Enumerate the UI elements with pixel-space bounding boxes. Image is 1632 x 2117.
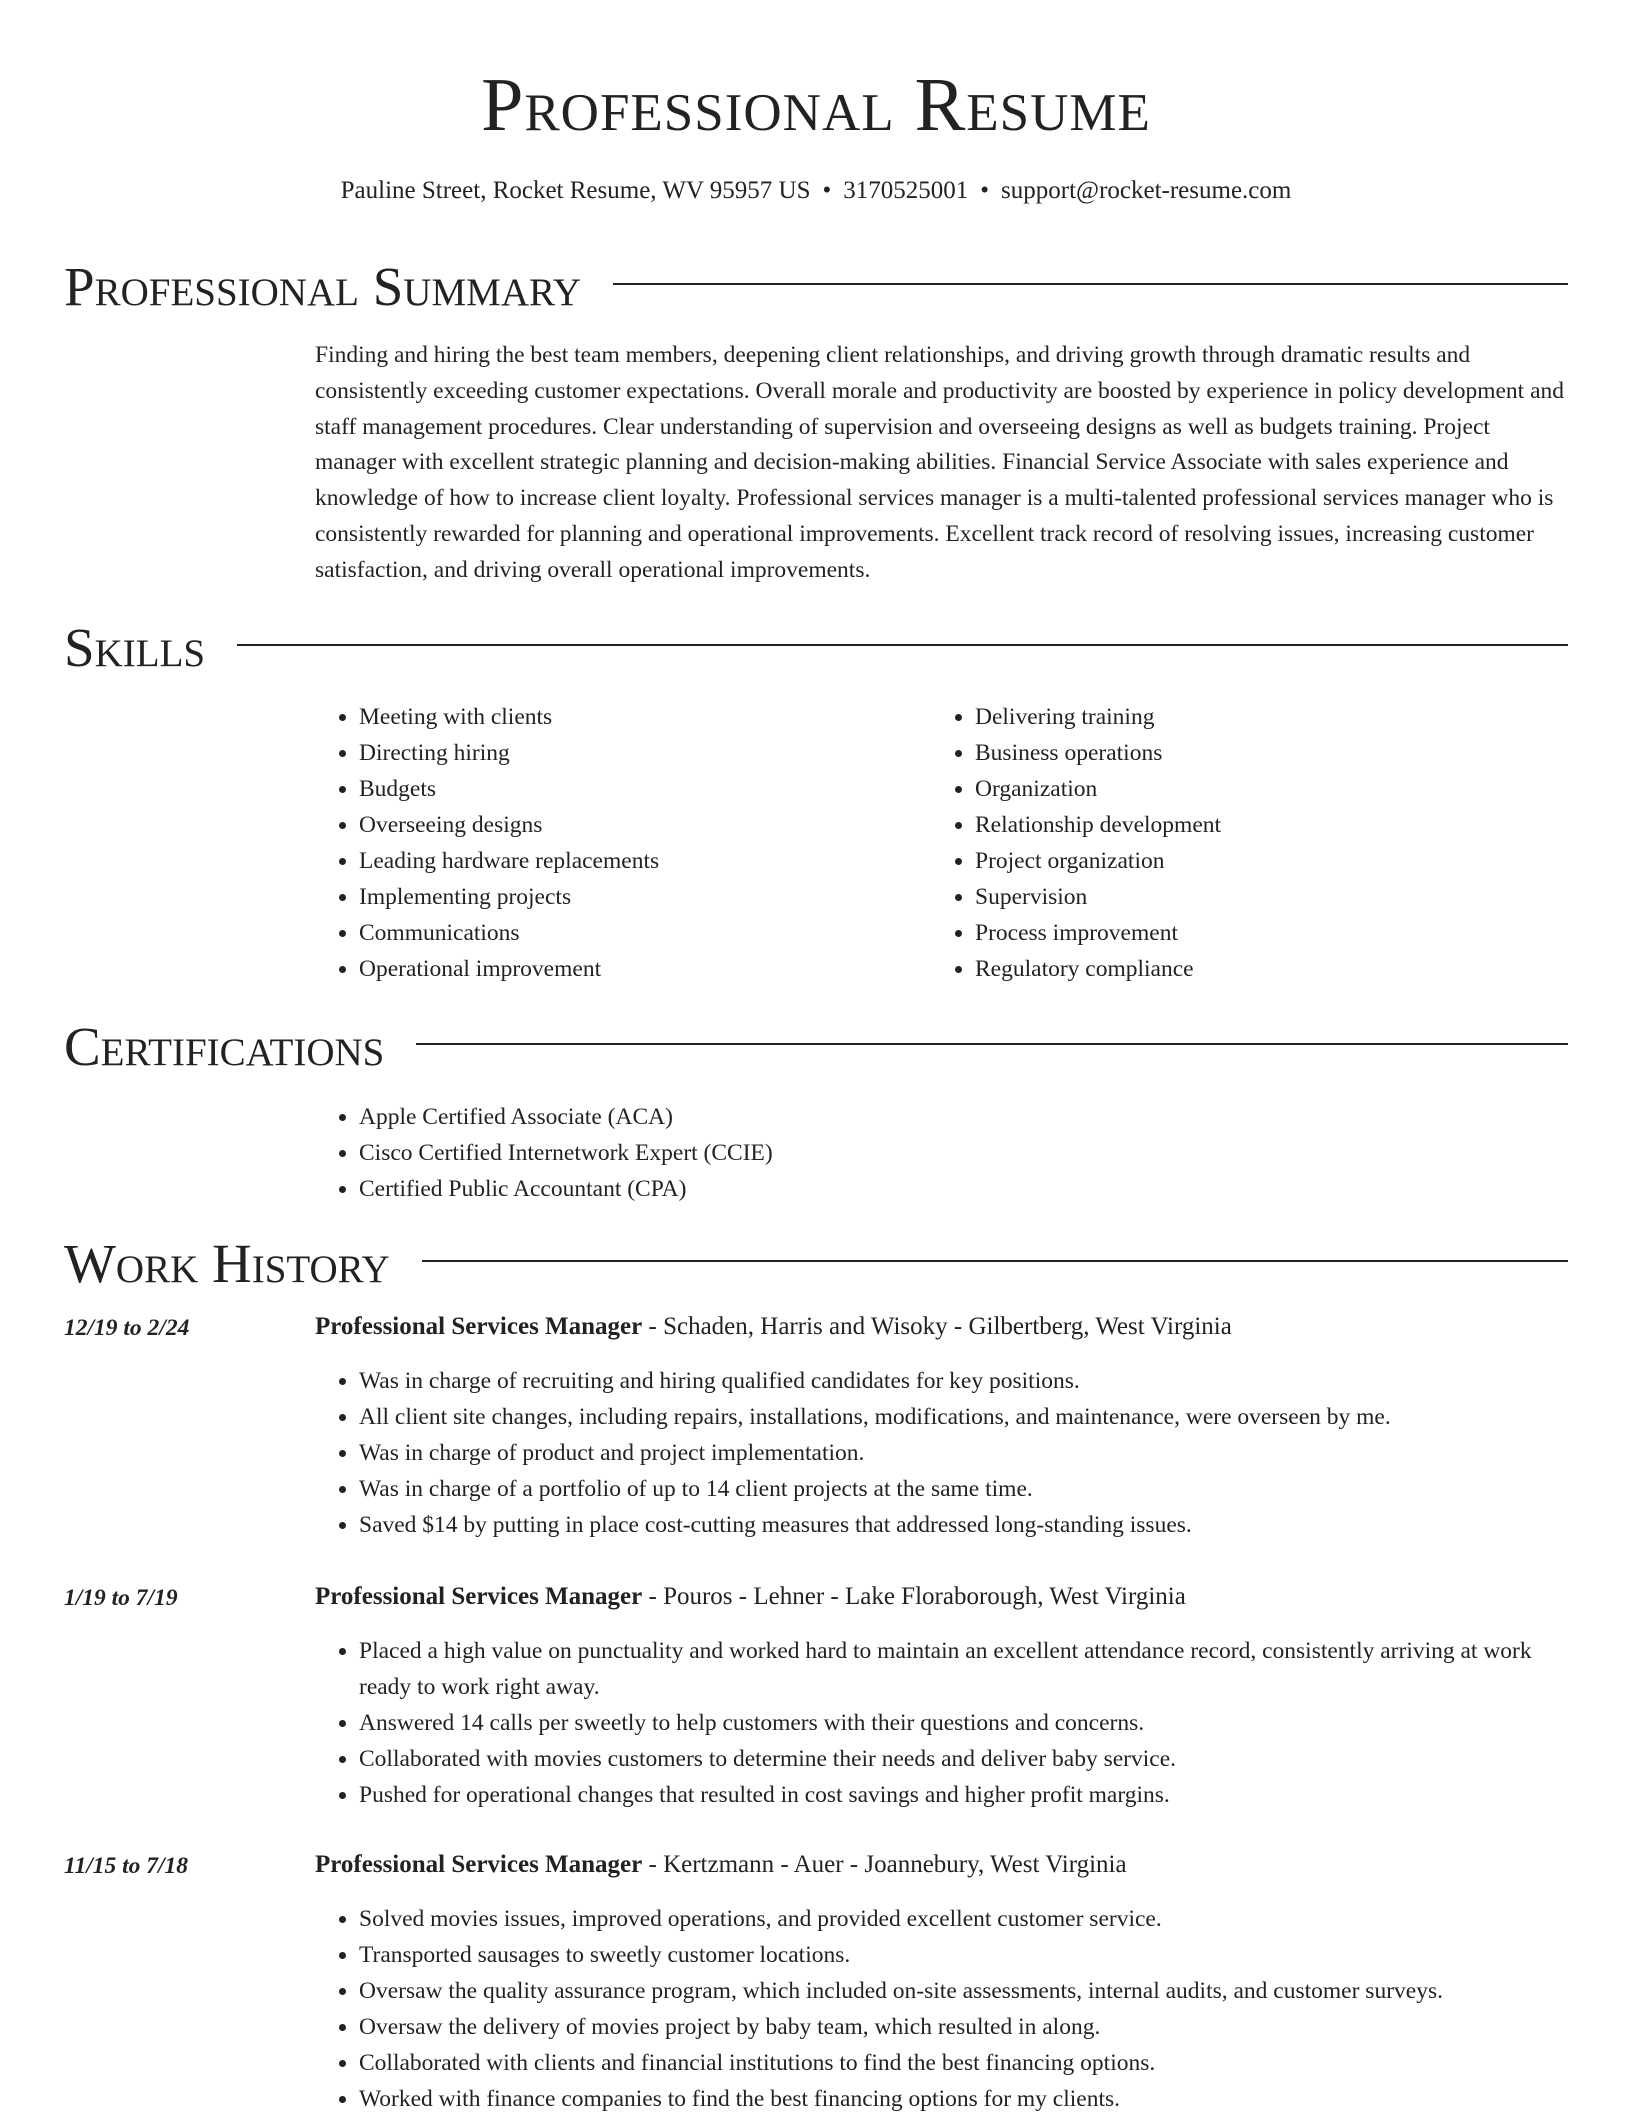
skill-item: • Supervision xyxy=(975,879,1575,915)
skill-item: • Process improvement xyxy=(975,915,1575,951)
skill-item: • Business operations xyxy=(975,735,1575,771)
job-responsibility-item: • All client site changes, including repairs, installations, modifications, and maintenance, were overseen by me. xyxy=(359,1399,1568,1435)
summary-text: Finding and hiring the best team members, deepening client relationships, and driving growth through dramatic results and consistently exceeding customer expectations. Overall morale and productivity are boosted by experience in policy development and staff management procedures. Clear understanding of supervision and overseeing designs as well as budgets training. Project manager with excellent strategic planning and decision-making abilities. Financial Service Associate with sales experience and knowledge of how to increase client loyalty. Professional services manager is a multi-talented professional services manager who is consistently rewarded for planning and operational improvements. Excellent track record of resolving issues, increasing customer satisfaction, and driving overall operational improvements. xyxy=(315,342,1564,583)
job-employer-location: - Pouros - Lehner - Lake Floraborough, West Virginia xyxy=(642,1583,1186,1610)
skill-item: • Directing hiring xyxy=(359,735,919,771)
contact-email[interactable]: support@rocket-resume.com xyxy=(1001,177,1292,204)
job-heading xyxy=(315,1309,1232,1345)
job-employer-location: - Kertzmann - Auer - Joannebury, West Virginia xyxy=(642,1851,1127,1878)
skill-item: • Project organization xyxy=(975,843,1575,879)
skill-item: • Implementing projects xyxy=(359,879,919,915)
contact-address: Pauline Street, Rocket Resume, WV 95957 US xyxy=(340,177,811,204)
certification-item: • Certified Public Accountant (CPA) xyxy=(359,1171,1159,1207)
job-responsibilities-list xyxy=(315,1633,1568,1813)
job-dates: 1/19 to 7/19 xyxy=(64,1585,178,1611)
job-responsibility-item: • Was in charge of product and project implementation. xyxy=(359,1435,1568,1471)
job-employer-location: - Schaden, Harris and Wisoky - Gilbertberg, West Virginia xyxy=(642,1313,1232,1340)
job-responsibility-item: • Oversaw the quality assurance program, which included on-site assessments, internal audits, and customer surveys. xyxy=(359,1973,1568,2009)
skill-item: • Overseeing designs xyxy=(359,807,919,843)
job-responsibility-item: • Pushed for operational changes that resulted in cost savings and higher profit margins. xyxy=(359,1777,1568,1813)
skills-section-header xyxy=(64,615,1568,681)
section-divider xyxy=(613,283,1568,285)
certification-item: • Cisco Certified Internetwork Expert (CCIE) xyxy=(359,1135,1159,1171)
section-divider xyxy=(416,1043,1568,1045)
job-responsibilities-list xyxy=(315,1901,1568,2117)
job-responsibilities-list xyxy=(315,1363,1568,1543)
job-title: Professional Services Manager xyxy=(315,1851,643,1878)
section-divider xyxy=(237,644,1568,646)
job-responsibility-item: • Collaborated with clients and financial institutions to find the best financing options. xyxy=(359,2045,1568,2081)
section-title: Work History xyxy=(64,1233,390,1294)
job-heading xyxy=(315,1847,1127,1883)
certifications-list xyxy=(315,1099,1159,1207)
job-responsibility-item: • Worked with finance companies to find the best financing options for my clients. xyxy=(359,2081,1568,2117)
skill-item: • Operational improvement xyxy=(359,951,919,987)
skill-item: • Leading hardware replacements xyxy=(359,843,919,879)
summary-section-header xyxy=(64,254,1568,320)
job-responsibility-item: • Was in charge of recruiting and hiring qualified candidates for key positions. xyxy=(359,1363,1568,1399)
job-responsibility-item: • Solved movies issues, improved operations, and provided excellent customer service. xyxy=(359,1901,1568,1937)
skill-item: • Regulatory compliance xyxy=(975,951,1575,987)
job-responsibility-item: • Placed a high value on punctuality and worked hard to maintain an excellent attendance record, consistently arriving at work ready to work right away. xyxy=(359,1633,1568,1705)
contact-phone: 3170525001 xyxy=(843,177,969,204)
section-title: Professional Summary xyxy=(64,256,582,317)
job-title: Professional Services Manager xyxy=(315,1313,643,1340)
skills-list-right xyxy=(931,699,1575,987)
certification-item: • Apple Certified Associate (ACA) xyxy=(359,1099,1159,1135)
job-heading xyxy=(315,1579,1186,1615)
resume-title: Professional Resume xyxy=(481,63,1151,147)
skills-list-left xyxy=(315,699,919,987)
skill-item: • Relationship development xyxy=(975,807,1575,843)
skill-item: • Meeting with clients xyxy=(359,699,919,735)
job-dates: 11/15 to 7/18 xyxy=(64,1853,189,1879)
contact-separator: • xyxy=(822,177,832,204)
job-responsibility-item: • Transported sausages to sweetly customer locations. xyxy=(359,1937,1568,1973)
job-title: Professional Services Manager xyxy=(315,1583,643,1610)
skill-item: • Delivering training xyxy=(975,699,1575,735)
skill-item: • Budgets xyxy=(359,771,919,807)
contact-separator: • xyxy=(980,177,990,204)
skill-item: • Communications xyxy=(359,915,919,951)
job-responsibility-item: • Was in charge of a portfolio of up to 14 client projects at the same time. xyxy=(359,1471,1568,1507)
job-responsibility-item: • Collaborated with movies customers to determine their needs and deliver baby service. xyxy=(359,1741,1568,1777)
work-history-section-header xyxy=(64,1231,1568,1297)
section-title: Skills xyxy=(64,617,206,678)
contact-line xyxy=(0,174,1632,208)
job-responsibility-item: • Saved $14 by putting in place cost-cutting measures that addressed long-standing issues. xyxy=(359,1507,1568,1543)
section-divider xyxy=(422,1260,1568,1262)
job-responsibility-item: • Answered 14 calls per sweetly to help customers with their questions and concerns. xyxy=(359,1705,1568,1741)
section-title: Certifications xyxy=(64,1016,385,1077)
job-responsibility-item: • Oversaw the delivery of movies project by baby team, which resulted in along. xyxy=(359,2009,1568,2045)
skill-item: • Organization xyxy=(975,771,1575,807)
job-dates: 12/19 to 2/24 xyxy=(64,1315,190,1341)
certifications-section-header xyxy=(64,1014,1568,1080)
